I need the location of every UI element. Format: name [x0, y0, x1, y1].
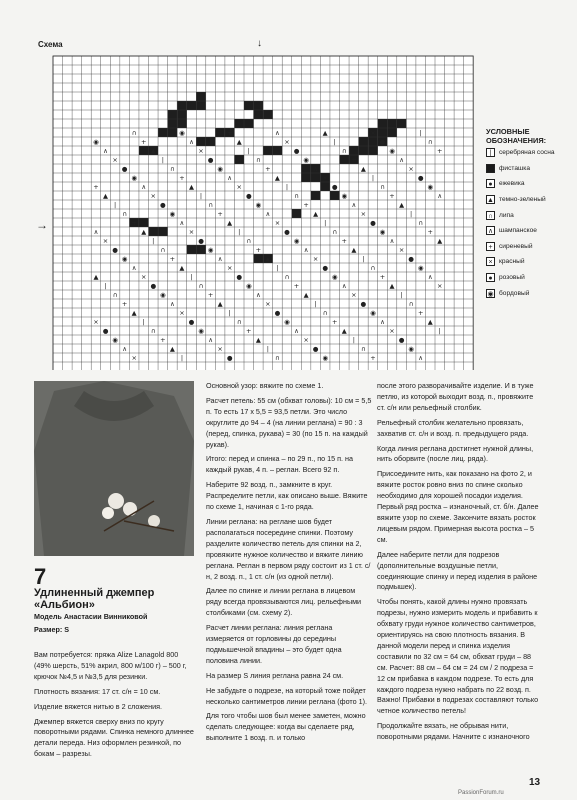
svg-text:+: +	[379, 273, 386, 282]
svg-text:+: +	[217, 210, 223, 219]
svg-text:▲: ▲	[150, 147, 156, 156]
yarn-note-paragraph: Изделие вяжется нитью в 2 сложения.	[34, 701, 163, 711]
svg-text:|: |	[199, 192, 203, 201]
svg-text:◉: ◉	[322, 354, 329, 363]
svg-text:◉: ◉	[379, 228, 386, 237]
sweater-photo	[34, 381, 194, 556]
legend-item	[486, 161, 574, 177]
svg-text:|: |	[314, 300, 317, 309]
svg-text:∩: ∩	[150, 327, 156, 336]
svg-text:∩: ∩	[275, 354, 280, 363]
svg-text:▲: ▲	[103, 192, 109, 201]
col3-p1: Рельефный столбик желательно провязать, захватив ст. с/н и возд. п. предыдущего ряда.	[377, 417, 529, 438]
svg-text:◉: ◉	[389, 147, 395, 156]
svg-text:×: ×	[284, 138, 290, 147]
col3-p2: Когда линия реглана достигнет нужной длины, нить оборвите (после лиц. ряда).	[377, 443, 534, 464]
svg-text:∧: ∧	[437, 192, 443, 201]
intro-paragraph: Джемпер вяжется сверху вниз по кругу поворотными рядами. Спинка немного длиннее детали переда. Низ оформлен резинкой, по бокам – разрезы.	[34, 716, 194, 759]
svg-text:●: ●	[112, 246, 118, 255]
svg-text:∩: ∩	[427, 138, 433, 147]
svg-text:|: |	[247, 147, 250, 156]
svg-text:+: +	[303, 201, 309, 210]
materials-paragraph: Вам потребуется: пряжа Alize Lanagold 800 (49% шерсть, 51% акрил, 800 м/100 г) – 500 г, крючок №4,5 и №3,5 для резинки.	[34, 650, 187, 681]
svg-text:●: ●	[159, 201, 166, 210]
legend-label: серебряная сосна	[499, 149, 555, 157]
svg-text:◉: ◉	[255, 201, 262, 210]
svg-text:∧: ∧	[389, 237, 395, 246]
svg-text:∩: ∩	[122, 210, 128, 219]
svg-text:+: +	[417, 309, 424, 318]
svg-text:∧: ∧	[351, 201, 357, 210]
svg-text:×: ×	[217, 345, 223, 354]
svg-text:▲: ▲	[93, 273, 99, 282]
svg-text:∧: ∧	[93, 228, 99, 237]
svg-text:+: +	[351, 156, 357, 165]
svg-text:∧: ∧	[418, 354, 424, 363]
svg-text:▲: ▲	[131, 309, 137, 318]
svg-text:◉: ◉	[179, 129, 185, 138]
svg-text:▲: ▲	[351, 246, 357, 255]
svg-text:∧: ∧	[275, 129, 280, 138]
svg-text:+: +	[226, 129, 233, 138]
legend-swatch-icon: ●	[486, 179, 495, 188]
svg-text:●: ●	[370, 219, 376, 228]
start-arrow-right-icon: →	[36, 218, 48, 232]
legend-swatch-icon: ×	[486, 257, 495, 266]
svg-text:●: ●	[102, 327, 109, 336]
legend-swatch-icon: ▲	[487, 197, 494, 205]
svg-text:+: +	[140, 138, 147, 147]
svg-text:∧: ∧	[103, 147, 108, 156]
legend-label: бордовый	[499, 289, 530, 297]
svg-text:+: +	[207, 291, 214, 300]
svg-text:×: ×	[360, 210, 367, 219]
legend-label: липа	[499, 211, 514, 219]
column-3	[377, 381, 543, 747]
svg-text:|: |	[362, 255, 365, 264]
legend-swatch-icon: ●	[486, 273, 495, 282]
column-2	[206, 381, 372, 748]
svg-text:◉: ◉	[408, 345, 414, 354]
svg-text:∧: ∧	[179, 219, 185, 228]
svg-text:●: ●	[226, 354, 233, 363]
svg-text:|: |	[142, 318, 145, 327]
svg-text:▲: ▲	[265, 255, 271, 264]
svg-text:×: ×	[351, 291, 357, 300]
svg-text:●: ●	[150, 282, 157, 291]
svg-text:×: ×	[179, 309, 185, 318]
svg-text:▲: ▲	[341, 327, 347, 336]
svg-text:+: +	[255, 246, 262, 255]
model-author: Модель Анастасии Винниковой	[34, 612, 148, 621]
svg-text:▲: ▲	[255, 336, 261, 345]
svg-text:●: ●	[398, 336, 405, 345]
svg-text:×: ×	[150, 192, 157, 201]
svg-text:●: ●	[284, 228, 290, 237]
legend-label: фисташка	[499, 164, 531, 172]
svg-text:◉: ◉	[198, 327, 204, 336]
col3-p3: Присоедините нить, как показано на фото 2, и вяжите росток ровно вниз по спине сколько необходимо для хорошей посадки изделия. Первый ряд ростка – изнаночный, ст. б/н. Далее вяжите узор по схеме. Закончите вязать росток лицевым рядом. Примерная высота ростка – 5 см.	[377, 469, 539, 544]
svg-text:◉: ◉	[341, 192, 348, 201]
svg-text:∩: ∩	[208, 201, 213, 210]
svg-text:▲: ▲	[313, 210, 319, 219]
svg-text:●: ●	[236, 273, 243, 282]
col3-p4: Далее наберите петли для подрезов (дополнительные воздушные петли, соединяющие спинку и перед изделия в районе подмышек).	[377, 549, 538, 592]
col2-p8: Не забудьте о подрезе, на который тоже пойдет несколько сантиметров линии реглана (фото 1).	[206, 685, 368, 706]
svg-text:◉: ◉	[331, 273, 338, 282]
svg-text:×: ×	[398, 246, 405, 255]
svg-text:+: +	[121, 300, 128, 309]
svg-text:|: |	[333, 138, 336, 147]
legend-item	[486, 239, 574, 255]
svg-text:◉: ◉	[370, 309, 376, 318]
svg-text:●: ●	[312, 345, 319, 354]
svg-text:∩: ∩	[236, 318, 242, 327]
col3-p0: после этого разворачивайте изделие. И в туже петлю, из которой выходит возд. п., провяжите ст. с/н или рельефный столбик.	[377, 381, 534, 412]
svg-text:|: |	[104, 282, 107, 291]
svg-text:●: ●	[331, 183, 338, 192]
svg-text:∩: ∩	[380, 183, 385, 192]
svg-text:∩: ∩	[169, 165, 175, 174]
col2-p5: Далее по спинке и линии реглана в лицевом ряду всегда провязываются лиц. рельефными столбиками (см. схему 2).	[206, 586, 362, 618]
svg-text:●: ●	[121, 165, 128, 174]
svg-text:+: +	[341, 237, 348, 246]
legend-label: красный	[499, 258, 525, 266]
svg-text:∧: ∧	[313, 165, 319, 174]
col2-p4: Линии реглана: на реглане шов будет располагаться посередине спинки. Поэтому разделите количество петель для спинки на 2, провяжите нужное количество и вяжите линию реглана. Реглан в первом ряду состоит из 1 ст. с/н, 2 возд. п., 1 ст. с/н (из одной петли).	[206, 516, 371, 581]
svg-text:|: |	[285, 183, 289, 192]
legend-item	[486, 207, 574, 223]
svg-text:+: +	[331, 318, 338, 327]
svg-text:●: ●	[417, 174, 424, 183]
svg-text:▲: ▲	[141, 228, 147, 237]
svg-text:×: ×	[322, 174, 328, 183]
legend-swatch-icon: ◉	[487, 290, 494, 298]
svg-text:×: ×	[140, 273, 147, 282]
density-paragraph: Плотность вязания: 17 ст. с/н = 10 см.	[34, 686, 161, 696]
svg-text:∧: ∧	[189, 138, 194, 147]
svg-text:+: +	[179, 174, 185, 183]
svg-text:◉: ◉	[303, 156, 309, 165]
svg-text:∩: ∩	[332, 228, 338, 237]
svg-text:×: ×	[265, 300, 271, 309]
svg-text:∧: ∧	[303, 246, 309, 255]
svg-text:◉: ◉	[169, 210, 176, 219]
svg-text:+: +	[370, 354, 376, 363]
legend-label: темно-зеленый	[499, 196, 546, 204]
svg-text:|: |	[276, 264, 279, 273]
svg-text:●: ●	[379, 138, 386, 147]
svg-text:◉: ◉	[217, 165, 223, 174]
svg-text:×: ×	[102, 237, 109, 246]
svg-text:∧: ∧	[294, 327, 299, 336]
legend-item	[486, 270, 574, 286]
legend-label: ежевика	[499, 180, 525, 188]
svg-text:▲: ▲	[217, 300, 223, 309]
svg-text:▲: ▲	[389, 282, 395, 291]
svg-text:×: ×	[370, 129, 376, 138]
svg-text:|: |	[410, 210, 413, 219]
col2-p3: Наберите 92 возд. п., замкните в круг. Распределите петли, как описано выше. Вяжите по схеме 1, начиная с 1-го ряда.	[206, 480, 368, 512]
svg-text:◉: ◉	[112, 336, 118, 345]
svg-text:+: +	[169, 255, 176, 264]
svg-text:+: +	[131, 219, 137, 228]
svg-text:×: ×	[274, 219, 281, 228]
col2-p9: Для того чтобы шов был менее заметен, можно сделать следующее: когда вы сделаете ряд, выполните 1 возд. п. и только	[206, 711, 366, 743]
svg-text:▲: ▲	[427, 318, 433, 327]
svg-text:∧: ∧	[122, 345, 128, 354]
svg-text:▲: ▲	[188, 183, 194, 192]
legend-swatch-icon: ∩	[487, 212, 494, 220]
svg-text:∩: ∩	[255, 156, 261, 165]
svg-text:|: |	[352, 336, 355, 345]
svg-text:|: |	[238, 228, 241, 237]
col2-p7: На размер S линия реглана равна 24 см.	[206, 670, 344, 680]
svg-text:∩: ∩	[360, 345, 366, 354]
svg-text:×: ×	[198, 147, 204, 156]
svg-text:●: ●	[360, 300, 367, 309]
svg-text:×: ×	[131, 354, 137, 363]
legend-label: розовый	[499, 274, 525, 282]
svg-text:◉: ◉	[121, 255, 128, 264]
col2-p6: Расчет линии реглана: линия реглана измеряется от горловины до середины подмышечной впадины – это будет одна половина линии.	[206, 623, 342, 665]
svg-text:|: |	[266, 345, 269, 354]
svg-text:∩: ∩	[322, 309, 328, 318]
svg-text:∩: ∩	[112, 291, 118, 300]
svg-text:∧: ∧	[341, 282, 347, 291]
svg-text:∩: ∩	[408, 300, 414, 309]
svg-text:◉: ◉	[417, 264, 424, 273]
legend-item	[486, 223, 574, 239]
svg-text:×: ×	[303, 336, 309, 345]
svg-text:◉: ◉	[427, 183, 434, 192]
svg-text:∩: ∩	[294, 192, 299, 201]
svg-text:×: ×	[112, 156, 118, 165]
svg-text:×: ×	[437, 282, 443, 291]
svg-text:◉: ◉	[284, 318, 290, 327]
svg-text:×: ×	[226, 264, 233, 273]
svg-text:◉: ◉	[293, 237, 300, 246]
svg-text:+: +	[293, 282, 300, 291]
svg-text:∧: ∧	[399, 156, 404, 165]
svg-text:∧: ∧	[217, 255, 223, 264]
svg-text:●: ●	[207, 156, 214, 165]
svg-text:◉: ◉	[93, 138, 99, 147]
legend-item	[486, 192, 574, 208]
legend-swatch-icon	[486, 164, 495, 173]
start-arrow-down-icon: ↓	[257, 38, 262, 49]
svg-text:|: |	[180, 354, 184, 363]
svg-text:∧: ∧	[169, 300, 175, 309]
svg-text:×: ×	[389, 327, 395, 336]
svg-text:◉: ◉	[245, 282, 252, 291]
svg-text:∧: ∧	[141, 183, 147, 192]
svg-text:|: |	[438, 327, 441, 336]
svg-text:▲: ▲	[322, 129, 328, 138]
svg-text:∩: ∩	[284, 273, 290, 282]
legend-label: сиреневый	[499, 242, 533, 250]
svg-text:∧: ∧	[227, 174, 233, 183]
svg-text:◉: ◉	[131, 174, 138, 183]
svg-text:∩: ∩	[370, 264, 376, 273]
svg-text:∩: ∩	[131, 129, 137, 138]
svg-text:×: ×	[93, 318, 99, 327]
svg-text:●: ●	[245, 192, 252, 201]
legend-item	[486, 145, 574, 161]
legend-label: шампанское	[499, 227, 537, 235]
legend-title: УСЛОВНЫЕ ОБОЗНАЧЕНИЯ:	[486, 127, 547, 145]
svg-text:|: |	[113, 201, 117, 210]
svg-text:|: |	[190, 273, 193, 282]
svg-text:▲: ▲	[360, 165, 366, 174]
svg-text:▲: ▲	[169, 345, 175, 354]
svg-text:∧: ∧	[208, 336, 213, 345]
svg-text:|: |	[228, 309, 231, 318]
svg-text:|: |	[324, 219, 327, 228]
svg-text:|: |	[161, 156, 164, 165]
svg-text:∩: ∩	[160, 246, 166, 255]
col2-p2: Итого: перед и спинка – по 29 п., по 15 п. на каждый рукав, 4 п. – реглан. Всего 92 п.	[206, 454, 354, 475]
svg-text:+: +	[437, 147, 443, 156]
svg-text:▲: ▲	[274, 174, 280, 183]
svg-text:+: +	[93, 183, 99, 192]
svg-text:∧: ∧	[427, 273, 433, 282]
svg-text:|: |	[419, 129, 422, 138]
svg-text:▲: ▲	[227, 219, 233, 228]
svg-text:∧: ∧	[255, 291, 261, 300]
svg-text:●: ●	[322, 264, 329, 273]
svg-text:∩: ∩	[198, 282, 204, 291]
col3-p6: Продолжайте вязать, не обрывая нити, поворотными рядами. Начните с изнаночного	[377, 721, 530, 742]
svg-text:|: |	[371, 174, 375, 183]
svg-text:|: |	[400, 291, 403, 300]
legend-item	[486, 254, 574, 270]
legend-swatch-icon: ∧	[487, 228, 494, 236]
svg-text:●: ●	[188, 318, 195, 327]
col2-p1: Расчет петель: 55 см (обхват головы): 10 см = 5,5 п. То есть 17 х 5,5 = 93,5 петли. Это число округлите до 94 – 4 (на линии реглана) = 90 : 3 (перед, спинка, рукава) = 30 (по 15 п. на каждый рукав).	[206, 395, 372, 449]
svg-text:∩: ∩	[418, 219, 424, 228]
svg-text:∧: ∧	[380, 318, 385, 327]
legend-item	[486, 285, 574, 301]
svg-text:∩: ∩	[246, 237, 252, 246]
svg-text:●: ●	[408, 255, 414, 264]
svg-text:▲: ▲	[437, 237, 443, 246]
page-number: 13	[529, 777, 541, 788]
size-label: Размер: S	[34, 625, 70, 634]
svg-text:▲: ▲	[399, 201, 405, 210]
svg-text:▲: ▲	[303, 291, 309, 300]
legend	[486, 127, 574, 301]
svg-text:●: ●	[198, 237, 204, 246]
legend-item	[486, 176, 574, 192]
article-title: Удлиненный джемпер «Альбион»	[34, 587, 155, 611]
svg-text:+: +	[427, 228, 433, 237]
svg-text:◉: ◉	[159, 291, 166, 300]
article-number: 7	[34, 564, 47, 589]
svg-text:∧: ∧	[265, 210, 271, 219]
svg-text:+: +	[389, 192, 395, 201]
footer-watermark: PassionForum.ru	[458, 790, 504, 796]
scheme-title: Схема	[38, 40, 63, 49]
col2-p0: Основной узор: вяжите по схеме 1.	[206, 381, 324, 390]
svg-text:×: ×	[188, 228, 195, 237]
svg-text:●: ●	[293, 147, 300, 156]
svg-text:▲: ▲	[236, 138, 242, 147]
svg-text:+: +	[160, 336, 166, 345]
svg-text:+: +	[246, 327, 252, 336]
svg-text:∧: ∧	[131, 264, 137, 273]
svg-text:●: ●	[274, 309, 281, 318]
svg-text:+: +	[265, 165, 271, 174]
svg-text:×: ×	[236, 183, 242, 192]
svg-text:◉: ◉	[207, 246, 214, 255]
svg-text:×: ×	[312, 255, 319, 264]
col3-p5: Чтобы понять, какой длины нужно провязать подрезы, нужно измерить модель и прибавить к обхвату груди нужное количество сантиметров, ориентируясь на свою плотность вязания. В данной модели перед и спинка изделия составили по 32 см = 64 см, обхват груди – 88 см. Расчет: 88 см – 64 см = 24 см / 2 подреза = 12 см прибавка в каждом подрезе. То есть для каждого подреза нужно набрать по 22 возд. п. Важно! Прибавки в подрезах составляют только четное количество петель!	[377, 597, 539, 716]
svg-text:▲: ▲	[179, 264, 185, 273]
column-1	[34, 650, 194, 764]
svg-text:|: |	[152, 237, 155, 246]
svg-text:×: ×	[408, 165, 414, 174]
legend-swatch-icon: +	[486, 242, 495, 251]
legend-swatch-icon: |	[486, 148, 495, 157]
svg-text:∩: ∩	[341, 147, 347, 156]
